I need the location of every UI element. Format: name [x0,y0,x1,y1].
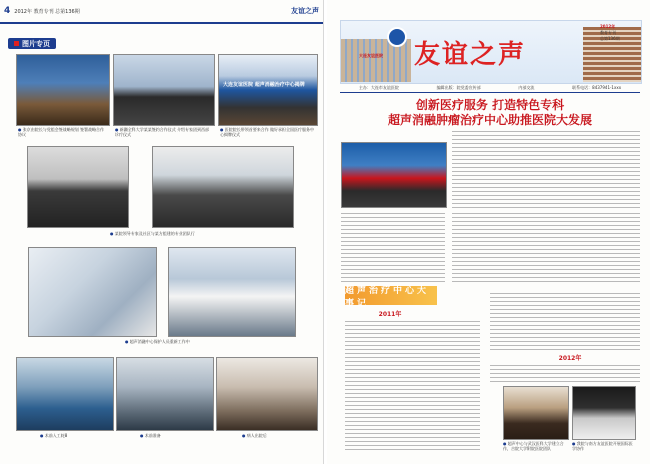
timeline-2012-entries [490,362,640,382]
photo-cooperation [503,386,569,440]
issue-meta [600,24,620,42]
timeline-right-entries [490,290,640,350]
issue-year: 2012年 [600,24,616,29]
masthead-title: 友谊之声 [414,40,527,70]
timeline-2011-entries [345,318,480,452]
circulation: 内部交流 [518,85,535,90]
year-2012: 2012年 [558,355,582,362]
photo-preparation [116,357,214,431]
photo-visit-right [152,146,294,228]
photo-equipment [28,247,157,337]
caption-5: ● 超声消融中心保护人员重新工作中 [125,339,285,344]
article-text-col-1 [341,210,445,282]
photo-visit-left [27,146,129,228]
banner-text: 大连友谊医院 超声消融治疗中心揭牌 [223,82,305,88]
publication-info-bar [340,84,640,93]
headline-1: 创新医疗服务 打造特色专科 [415,98,565,112]
photo-exchange [572,386,636,440]
photo-surgery [16,357,114,431]
photo-ceremony [113,54,215,126]
hospital-logo [387,27,407,47]
caption-1: ● 张京由院长与党组会签战略规划 签署战略合作协议 [18,127,108,137]
article-text-col-2 [452,210,640,282]
photo-doctors-monitor [168,247,296,337]
photo-discharge [216,357,318,431]
hospital-sign: 大连友谊医院 [359,53,383,58]
column-name: 友谊之声 [291,7,319,15]
photo-ceremony-right [341,142,447,208]
issue-type: 教育专刊 [600,30,616,35]
timeline-banner: 超声治疗中心大事记 [345,286,437,305]
caption-7: ● 术前准备 [140,433,210,438]
publisher: 主办：大连市友谊医院 [358,85,399,90]
section-title: 图片专页 [8,38,56,49]
article-text-top-right [452,128,640,208]
caption-6: ● 术前入工耗8 [40,433,110,438]
headline-2: 超声消融肿瘤治疗中心助推医院大发展 [387,113,592,127]
caption-8: ● 病人出院后 [242,433,312,438]
page-number: 4 [4,6,11,16]
caption-2: ● 新疆全科大学某某签约合作仪式 介绍专家团到西部诊疗仪式 [115,127,213,137]
editor: 编辑出版：院党委宣传部 [436,85,481,90]
caption-3: ● 医院院长带领首要来合作 做好承担全国医疗服务中心揭牌仪式 [220,127,316,137]
caption-exchange: ● 我院与南方友谊医院开展国际医学协作 [572,441,636,451]
issue-number: 总第136期 [600,36,620,41]
caption-4: ● 某院领导专家及社区与某方组建的专业团队行 [110,231,290,236]
header-meta: 2012年 教育专刊 总第136期 [14,8,80,15]
left-page-header [0,0,323,24]
year-2011: 2011年 [378,311,402,318]
phone: 联系电话：8437941-1xxx [572,85,622,90]
photo-unveiling [218,54,318,126]
photo-signing [16,54,110,126]
caption-cooperation: ● 超声中心与武汉医科大学建立合作，吉院大学附院医院团队 [503,441,569,451]
